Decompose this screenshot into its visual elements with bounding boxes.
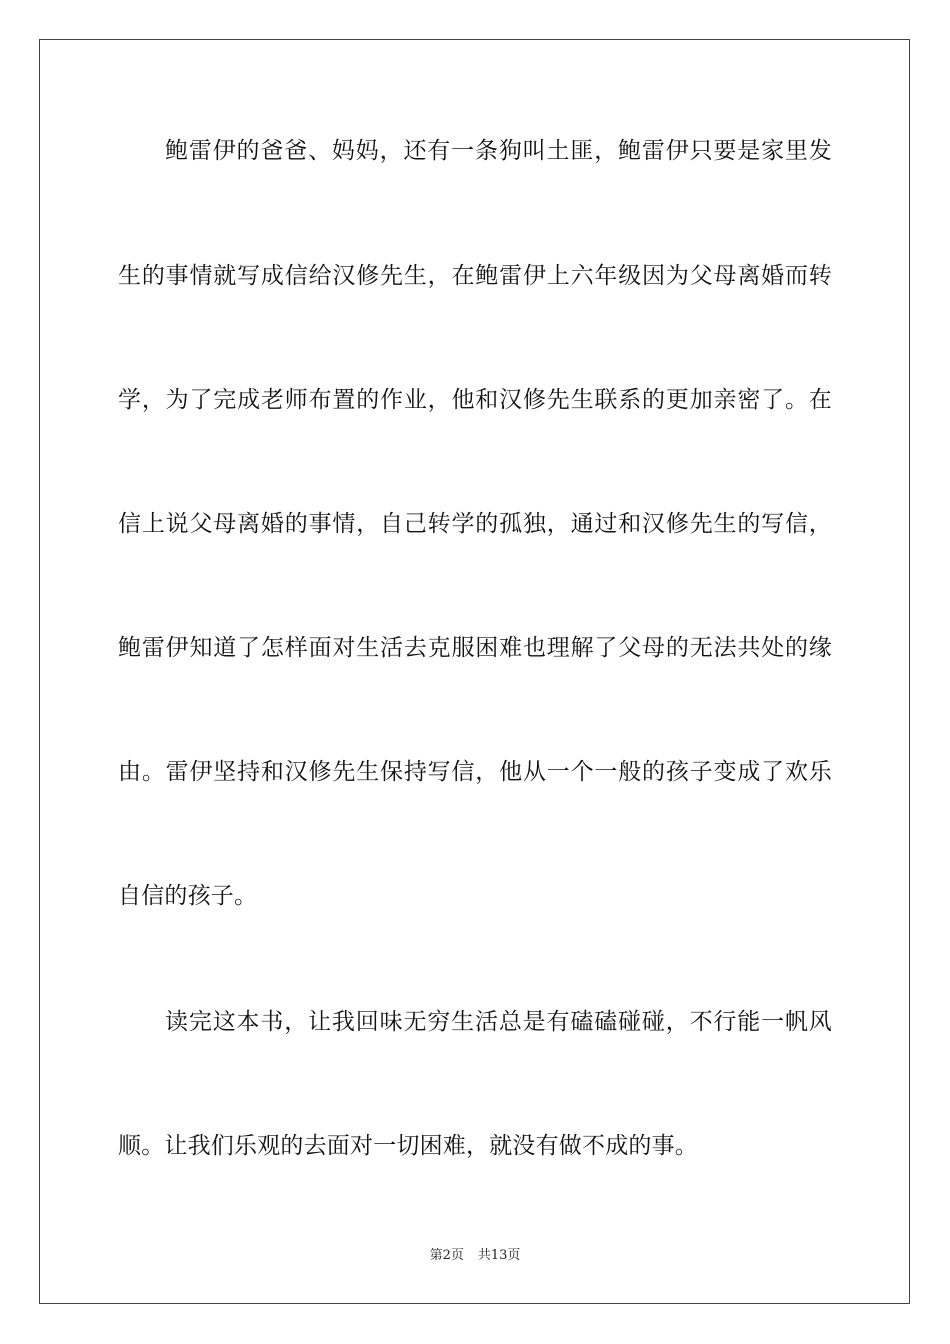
- paragraph-1-line-1: 鲍雷伊的爸爸、妈妈，还有一条狗叫土匪，鲍雷伊只要是家里发: [165, 138, 832, 164]
- page-footer: [0, 1248, 950, 1264]
- paragraph-1-line-7: 自信的孩子。: [118, 883, 258, 909]
- paragraph-1-line-3: 学，为了完成老师布置的作业，他和汉修先生联系的更加亲密了。在: [118, 387, 832, 413]
- paragraph-2-line-1: 读完这本书，让我回味无穷生活总是有磕磕碰碰，不行能一帆风: [165, 1009, 832, 1035]
- page-total: 共13页: [477, 1248, 521, 1263]
- paragraph-1-line-4: 信上说父母离婚的事情，自己转学的孤独，通过和汉修先生的写信，: [118, 511, 832, 537]
- paragraph-1-line-2: 生的事情就写成信给汉修先生，在鲍雷伊上六年级因为父母离婚而转: [118, 263, 832, 289]
- paragraph-1-line-6: 由。雷伊坚持和汉修先生保持写信，他从一个一般的孩子变成了欢乐: [118, 759, 832, 785]
- page-border: [39, 39, 910, 1304]
- page-number: 第2页: [429, 1248, 464, 1263]
- paragraph-1-line-5: 鲍雷伊知道了怎样面对生活去克服困难也理解了父母的无法共处的缘: [118, 635, 832, 661]
- paragraph-2-line-2: 顺。让我们乐观的去面对一切困难，就没有做不成的事。: [118, 1133, 698, 1159]
